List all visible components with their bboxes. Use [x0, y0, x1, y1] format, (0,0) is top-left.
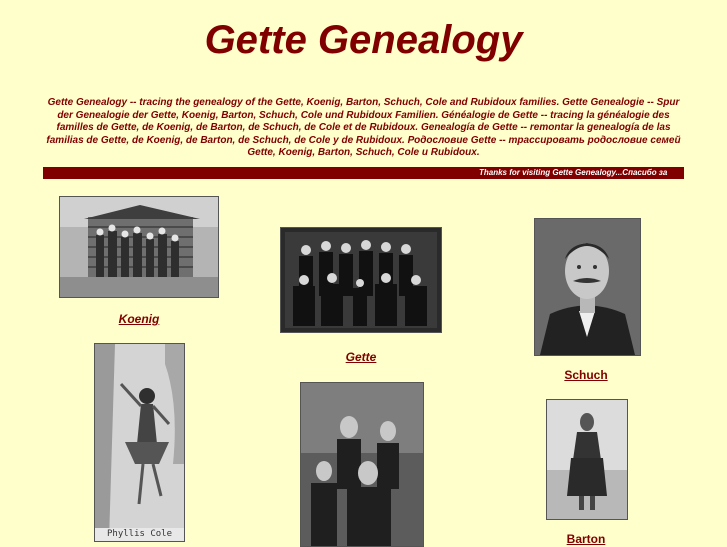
page-title: Gette Genealogy — [204, 18, 523, 62]
rubidoux-family-photo[interactable] — [300, 382, 424, 547]
schuch-link[interactable]: Schuch — [564, 368, 608, 382]
barton-link[interactable]: Barton — [566, 532, 606, 546]
barton-portrait-photo[interactable] — [546, 399, 628, 520]
gette-family-photo[interactable] — [280, 227, 442, 333]
cole-dancer-photo[interactable] — [94, 343, 185, 542]
koenig-family-photo[interactable] — [59, 196, 219, 298]
schuch-portrait-photo[interactable] — [534, 218, 641, 356]
cole-photo-stamp: Phyllis Cole — [95, 528, 184, 541]
banner-text: Thanks for visiting Gette Genealogy...Спасибо за — [479, 168, 668, 177]
koenig-link[interactable]: Koenig — [118, 312, 160, 326]
intro-text: Gette Genealogy -- tracing the genealogy of the Gette, Koenig, Barton, Schuch, Cole and Rubidoux families. Gette Genealogie -- Spur der Genealogie der Gette, Koenig, Barton, Schuch, Cole und Rubidoux Familien. Généalogie de Gette -- tracing la généalogie des familles de Gette, de Koenig, de Barton, de Schuch, de Cole et de Rubidoux. Genealogía de Gette -- remontar la genealogía de las familias de Gette, de Koenig, de Barton, de Schuch, de Cole y de Rubidoux. Родословие Gette -- трассировать родословие семей Gette, Koenig, Barton, Schuch, Cole и Rubidoux. — [46, 97, 681, 158]
scrolling-banner — [43, 167, 684, 179]
gette-link[interactable]: Gette — [345, 350, 377, 364]
